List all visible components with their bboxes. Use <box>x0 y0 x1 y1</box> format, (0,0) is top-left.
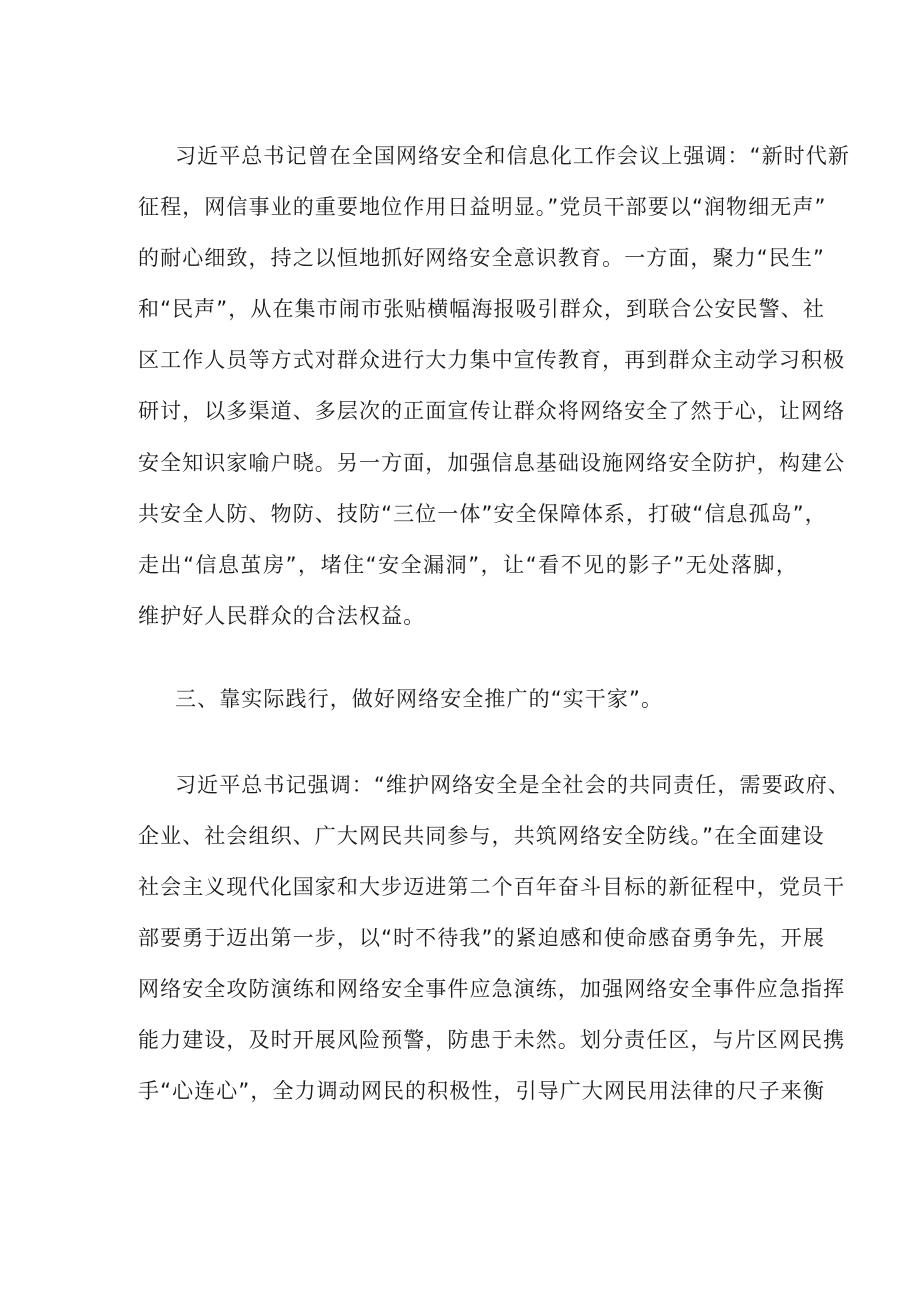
paragraph-1-line-5: 区工作人员等方式对群众进行大力集中宣传教育，再到群众主动学习积极 <box>138 348 846 372</box>
paragraph-2-line-4: 部要勇于迈出第一步，以“时不待我”的紧迫感和使命感奋勇争先，开展 <box>138 926 825 950</box>
paragraph-1-line-2: 征程，网信事业的重要地位作用日益明显。”党员干部要以“润物细无声” <box>138 195 827 219</box>
paragraph-1-line-10: 维护好人民群众的合法权益。 <box>138 604 426 628</box>
paragraph-1-line-6: 研讨，以多渠道、多层次的正面宣传让群众将网络安全了然于心，让网络 <box>138 399 846 423</box>
paragraph-2-line-3: 社会主义现代化国家和大步迈进第二个百年奋斗目标的新征程中，党员干 <box>138 875 846 899</box>
paragraph-1-line-7: 安全知识家喻户晓。另一方面，加强信息基础设施网络安全防护，构建公 <box>138 451 846 475</box>
paragraph-1-line-1: 习近平总书记曾在全国网络安全和信息化工作会议上强调：“新时代新 <box>175 144 850 168</box>
paragraph-2-line-1: 习近平总书记强调：“维护网络安全是全社会的共同责任，需要政府、 <box>175 773 850 797</box>
paragraph-1-line-4: 和“民声”，从在集市闹市张贴横幅海报吸引群众，到联合公安民警、社 <box>138 297 825 321</box>
section-heading-3: 三、靠实际践行，做好网络安全推广的“实干家”。 <box>175 687 664 711</box>
paragraph-1-line-3: 的耐心细致，持之以恒地抓好网络安全意识教育。一方面，聚力“民生” <box>138 246 825 270</box>
paragraph-2-line-2: 企业、社会组织、广大网民共同参与，共筑网络安全防线。”在全面建设 <box>138 824 825 848</box>
paragraph-1-line-8: 共安全人防、物防、技防“三位一体”安全保障体系，打破“信息孤岛”， <box>138 502 827 526</box>
paragraph-2-line-7: 手“心连心”，全力调动网民的积极性，引导广大网民用法律的尺子来衡 <box>138 1079 825 1103</box>
paragraph-2-line-5: 网络安全攻防演练和网络安全事件应急演练，加强网络安全事件应急指挥 <box>138 977 846 1001</box>
paragraph-1-line-9: 走出“信息茧房”，堵住“安全漏洞”，让“看不见的影子”无处落脚， <box>138 553 798 577</box>
paragraph-2-line-6: 能力建设，及时开展风险预警，防患于未然。划分责任区，与片区网民携 <box>138 1028 846 1052</box>
